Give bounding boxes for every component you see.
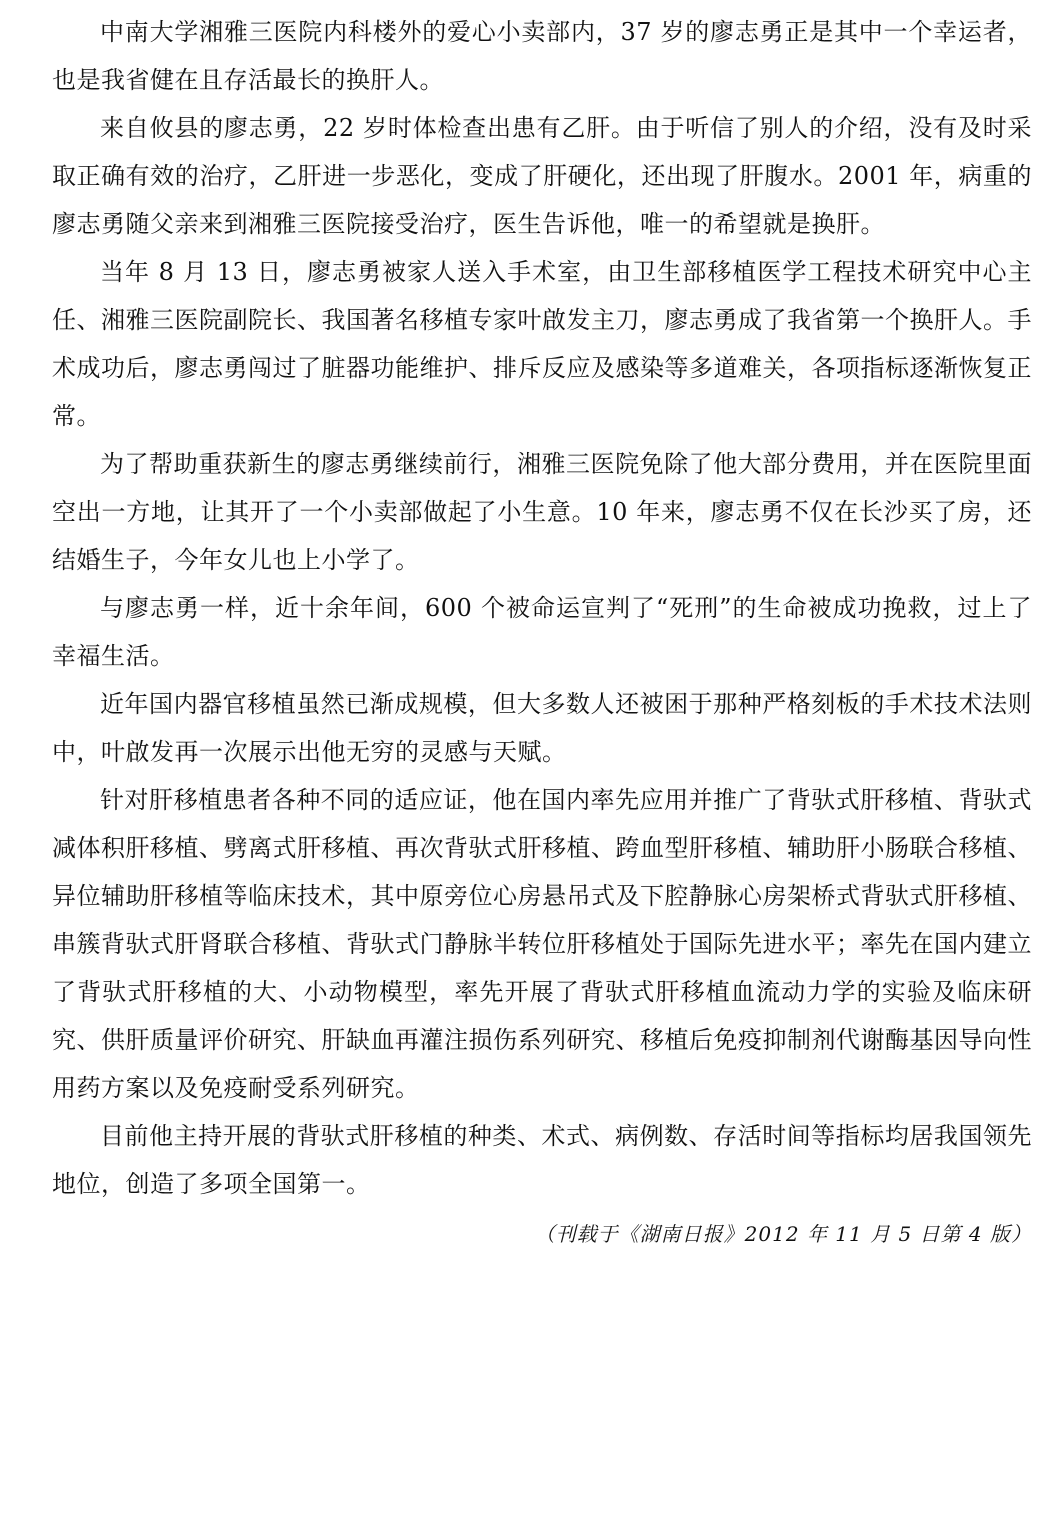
source-citation: （刊载于《湖南日报》2012 年 11 月 5 日第 4 版） [534, 1222, 1032, 1246]
paragraph-5: 与廖志勇一样，近十余年间，600 个被命运宣判了“死刑”的生命被成功挽救，过上了幸福生活。 [52, 594, 1032, 670]
paragraph-2: 来自攸县的廖志勇，22 岁时体检查出患有乙肝。由于听信了别人的介绍，没有及时采取正确有效的治疗，乙肝进一步恶化，变成了肝硬化，还出现了肝腹水。2001 年，病重的廖志勇随父亲来到湘雅三医院接受治疗，医生告诉他，唯一的希望就是换肝。 [52, 114, 1032, 238]
paragraph-6: 近年国内器官移植虽然已渐成规模，但大多数人还被困于那种严格刻板的手术技术法则中，叶啟发再一次展示出他无穷的灵感与天赋。 [52, 690, 1032, 766]
paragraph-3: 当年 8 月 13 日，廖志勇被家人送入手术室，由卫生部移植医学工程技术研究中心主任、湘雅三医院副院长、我国著名移植专家叶啟发主刀，廖志勇成了我省第一个换肝人。手术成功后，廖志勇闯过了脏器功能维护、排斥反应及感染等多道难关，各项指标逐渐恢复正常。 [52, 258, 1032, 430]
article-body [52, 8, 1032, 1254]
paragraph-8: 目前他主持开展的背驮式肝移植的种类、术式、病例数、存活时间等指标均居我国领先地位，创造了多项全国第一。 [52, 1122, 1032, 1198]
paragraph-1: 中南大学湘雅三医院内科楼外的爱心小卖部内，37 岁的廖志勇正是其中一个幸运者，也是我省健在且存活最长的换肝人。 [52, 18, 1032, 94]
paragraph-7: 针对肝移植患者各种不同的适应证，他在国内率先应用并推广了背驮式肝移植、背驮式减体积肝移植、劈离式肝移植、再次背驮式肝移植、跨血型肝移植、辅助肝小肠联合移植、异位辅助肝移植等临床技术，其中原旁位心房悬吊式及下腔静脉心房架桥式背驮式肝移植、串簇背驮式肝肾联合移植、背驮式门静脉半转位肝移植处于国际先进水平；率先在国内建立了背驮式肝移植的大、小动物模型，率先开展了背驮式肝移植血流动力学的实验及临床研究、供肝质量评价研究、肝缺血再灌注损伤系列研究、移植后免疫抑制剂代谢酶基因导向性用药方案以及免疫耐受系列研究。 [52, 786, 1032, 1102]
paragraph-4: 为了帮助重获新生的廖志勇继续前行，湘雅三医院免除了他大部分费用，并在医院里面空出一方地，让其开了一个小卖部做起了小生意。10 年来，廖志勇不仅在长沙买了房，还结婚生子，今年女儿也上小学了。 [52, 450, 1032, 574]
